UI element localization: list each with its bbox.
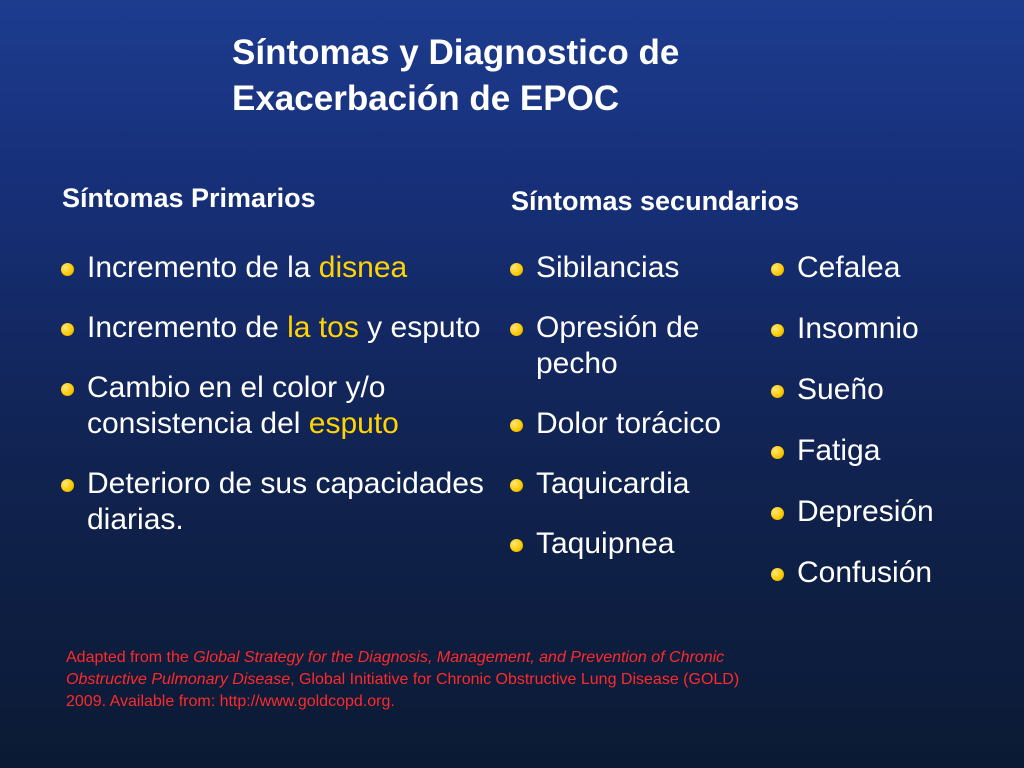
item-highlight: disnea (318, 251, 408, 284)
secondary-symptom-item (771, 494, 1001, 530)
footnote-line-1 (66, 647, 946, 669)
item-text-end: y esputo (358, 311, 481, 344)
primary-symptom-item (61, 370, 491, 442)
item-highlight: esputo (308, 407, 399, 440)
secondary-symptom-item (510, 526, 750, 562)
primary-symptoms-heading: Síntomas Primarios (62, 183, 316, 213)
secondary-symptom-item (510, 250, 750, 286)
primary-symptom-item (61, 250, 491, 286)
bullet-icon (771, 263, 784, 276)
bullet-icon (771, 507, 784, 520)
secondary-symptom-item (771, 433, 1001, 469)
item-text: Depresión (797, 495, 934, 528)
item-text: Deterioro de sus capacidades diarias. (87, 467, 484, 536)
bullet-icon (510, 323, 523, 336)
primary-symptom-item (61, 466, 491, 538)
item-text: Opresión de pecho (536, 311, 700, 380)
secondary-symptom-item (510, 466, 750, 502)
bullet-icon (61, 383, 74, 396)
item-text: Sibilancias (536, 251, 680, 284)
bullet-icon (771, 446, 784, 459)
item-text: Taquipnea (536, 527, 675, 560)
item-text: Incremento de (87, 311, 288, 344)
item-text: Taquicardia (536, 467, 690, 500)
bullet-icon (510, 479, 523, 492)
bullet-icon (510, 263, 523, 276)
item-text: Incremento de la (87, 251, 319, 284)
bullet-icon (510, 539, 523, 552)
footnote-text: , Global Initiative for Chronic Obstructive Lung Disease (GOLD) (290, 671, 740, 688)
item-text: Sueño (797, 373, 884, 406)
primary-symptom-item (61, 310, 491, 346)
footnote-italic-text: Obstructive Pulmonary Disease (66, 671, 291, 688)
item-text: Dolor torácico (536, 407, 722, 440)
secondary-symptom-item (771, 555, 1001, 591)
slide-title-line-1: Síntomas y Diagnostico de (232, 33, 680, 72)
bullet-icon (61, 479, 74, 492)
item-text: Insomnio (797, 312, 919, 345)
item-highlight: la tos (287, 311, 359, 344)
secondary-symptom-item (771, 311, 1001, 347)
bullet-icon (61, 323, 74, 336)
secondary-symptom-item (510, 310, 750, 382)
bullet-icon (61, 263, 74, 276)
footnote-line-2 (66, 669, 946, 691)
slide-title (232, 30, 932, 122)
item-text: Fatiga (797, 434, 881, 467)
slide-title-line-2: Exacerbación de EPOC (232, 79, 620, 118)
footnote-line-3: 2009. Available from: http://www.goldcopd.org. (66, 693, 395, 710)
bullet-icon (510, 419, 523, 432)
source-footnote (66, 647, 946, 713)
footnote-italic-text: Global Strategy for the Diagnosis, Management, and Prevention of Chronic (193, 649, 725, 666)
secondary-symptoms-list-b (771, 250, 1001, 616)
secondary-symptom-item (510, 406, 750, 442)
item-text: Confusión (797, 556, 933, 589)
bullet-icon (771, 568, 784, 581)
primary-symptoms-list (61, 250, 491, 562)
footnote-text: Adapted from the (66, 649, 194, 666)
secondary-symptom-item (771, 250, 1001, 286)
bullet-icon (771, 324, 784, 337)
bullet-icon (771, 385, 784, 398)
secondary-symptoms-heading: Síntomas secundarios (511, 186, 800, 216)
item-text: Cefalea (797, 251, 901, 284)
secondary-symptom-item (771, 372, 1001, 408)
secondary-symptoms-list-a (510, 250, 750, 586)
item-text: Cambio en el color y/o consistencia del (87, 371, 386, 440)
